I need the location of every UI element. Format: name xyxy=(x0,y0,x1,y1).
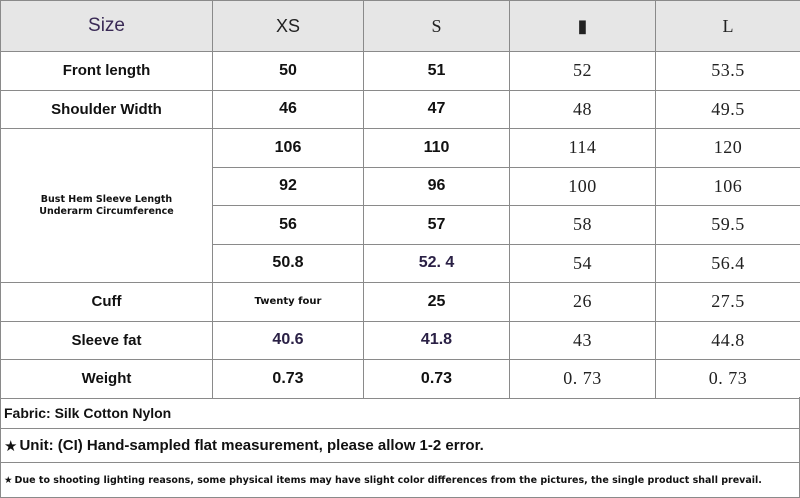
cell-s: 110 xyxy=(364,129,510,168)
table-row xyxy=(1,52,800,91)
cell-l: 0. 73 xyxy=(656,360,800,399)
cell-m: 100 xyxy=(510,167,656,206)
header-xs: XS xyxy=(213,1,364,52)
row-label: Weight xyxy=(1,360,213,399)
cell-m: 114 xyxy=(510,129,656,168)
cell-s: 96 xyxy=(364,167,510,206)
cell-s: 52. 4 xyxy=(364,244,510,283)
table-row xyxy=(1,283,800,322)
shooting-disclaimer xyxy=(0,463,800,498)
cell-s: 51 xyxy=(364,52,510,91)
header-l: L xyxy=(656,1,800,52)
shooting-text: Due to shooting lighting reasons, some physical items may have slight color differences from the pictures, the single product shall prevail. xyxy=(14,474,762,486)
header-s: S xyxy=(364,1,510,52)
cell-m: 52 xyxy=(510,52,656,91)
row-label-merged xyxy=(1,129,213,283)
star-icon: ★ xyxy=(4,474,13,486)
cell-l: 53.5 xyxy=(656,52,800,91)
cell-m: 0. 73 xyxy=(510,360,656,399)
row-label: Cuff xyxy=(1,283,213,322)
cell-xs: Twenty four xyxy=(213,283,364,322)
unit-text: Unit: (CI) Hand-sampled flat measurement, please allow 1-2 error. xyxy=(19,437,484,454)
cell-m: 43 xyxy=(510,321,656,360)
table-row xyxy=(1,90,800,129)
cell-l: 49.5 xyxy=(656,90,800,129)
cell-m: 26 xyxy=(510,283,656,322)
cell-m: 48 xyxy=(510,90,656,129)
cell-xs: 92 xyxy=(213,167,364,206)
cell-s: 47 xyxy=(364,90,510,129)
cell-l: 120 xyxy=(656,129,800,168)
cell-s: 57 xyxy=(364,206,510,245)
cell-l: 106 xyxy=(656,167,800,206)
table-row xyxy=(1,360,800,399)
cell-xs: 46 xyxy=(213,90,364,129)
star-icon: ★ xyxy=(4,436,18,455)
cell-l: 27.5 xyxy=(656,283,800,322)
cell-m: 54 xyxy=(510,244,656,283)
row-label: Front length xyxy=(1,52,213,91)
table-header-row xyxy=(1,1,800,52)
unit-note xyxy=(0,429,800,463)
cell-m: 58 xyxy=(510,206,656,245)
merged-label-line-1: Bust Hem Sleeve Length xyxy=(40,193,173,205)
header-size: Size xyxy=(1,1,213,52)
cell-xs: 50 xyxy=(213,52,364,91)
cell-s: 41.8 xyxy=(364,321,510,360)
cell-xs: 0.73 xyxy=(213,360,364,399)
fabric-note xyxy=(0,397,800,429)
cell-xs: 50.8 xyxy=(213,244,364,283)
cell-s: 0.73 xyxy=(364,360,510,399)
table-row xyxy=(1,129,800,168)
cell-l: 44.8 xyxy=(656,321,800,360)
row-label: Sleeve fat xyxy=(1,321,213,360)
table-row xyxy=(1,321,800,360)
cell-xs: 106 xyxy=(213,129,364,168)
row-label: Shoulder Width xyxy=(1,90,213,129)
cell-s: 25 xyxy=(364,283,510,322)
merged-label-line-2: Underarm Circumference xyxy=(39,205,174,217)
header-m: ▮ xyxy=(510,1,656,52)
cell-xs: 40.6 xyxy=(213,321,364,360)
fabric-text: Fabric: Silk Cotton Nylon xyxy=(4,404,172,421)
cell-l: 59.5 xyxy=(656,206,800,245)
cell-l: 56.4 xyxy=(656,244,800,283)
cell-xs: 56 xyxy=(213,206,364,245)
